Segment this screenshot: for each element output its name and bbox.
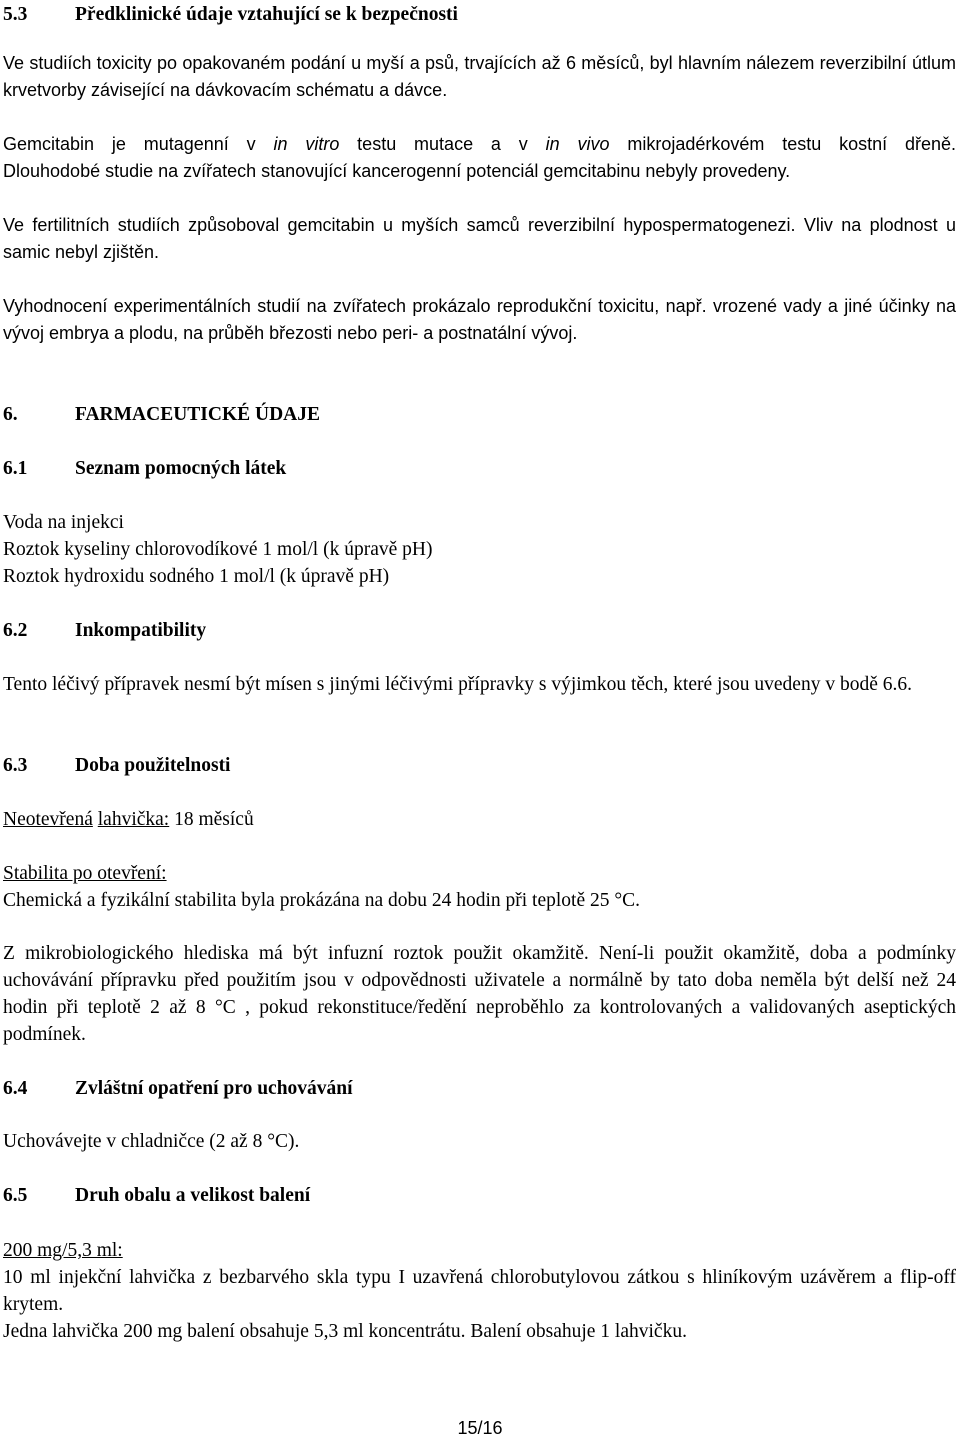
section-number: 6. xyxy=(3,404,18,425)
text-line: Dlouhodobé studie na zvířatech stanovující kancerogenní potenciál gemcitabinu nebyly provedeny. xyxy=(3,161,791,181)
section-title: Zvláštní opatření pro uchovávání xyxy=(75,1078,353,1099)
packaging-text: Jedna lahvička 200 mg balení obsahuje 5,3 ml koncentrátu. Balení obsahuje 1 lahvičku. xyxy=(3,1321,687,1342)
unopened-shelf-life xyxy=(3,806,254,833)
section-title: Předklinické údaje vztahující se k bezpečnosti xyxy=(75,4,458,25)
section-title: Doba použitelnosti xyxy=(75,755,231,776)
text-italic: in vitro xyxy=(273,134,340,154)
section-heading-6-3 xyxy=(3,752,230,779)
paragraph-reproduction: Vyhodnocení experimentálních studií na zvířatech prokázalo reprodukční toxicitu, např. vrozené vady a jiné účinky na vývoj embrya a plodu, na průběh březosti nebo peri- a postnatální vývoj. xyxy=(3,296,956,343)
section-heading-5-3 xyxy=(3,1,458,28)
excipient-list xyxy=(3,509,432,590)
paragraph-fertility: Ve fertilitních studiích způsoboval gemcitabin u myších samců reverzibilní hypospermatogenezi. Vliv na plodnost u samic nebyl zjištěn. xyxy=(3,215,956,262)
section-number: 6.5 xyxy=(3,1185,28,1206)
section-title: FARMACEUTICKÉ ÚDAJE xyxy=(75,404,321,425)
shelf-life-value: 18 měsíců xyxy=(169,809,254,830)
section-heading-6-2 xyxy=(3,617,206,644)
storage-instruction: Uchovávejte v chladničce (2 až 8 °C). xyxy=(3,1131,300,1152)
section-title: Seznam pomocných látek xyxy=(75,458,287,479)
text-run: Gemcitabin je mutagenní v xyxy=(3,134,274,154)
section-number: 6.4 xyxy=(3,1078,28,1099)
underlined-label: Neotevřená xyxy=(3,809,93,830)
packaging-block xyxy=(3,1237,956,1345)
section-heading-6 xyxy=(3,401,320,428)
underlined-label: 200 mg/5,3 ml: xyxy=(3,1240,123,1261)
section-number: 6.3 xyxy=(3,755,28,776)
text-run: testu mutace a v xyxy=(339,134,546,154)
underlined-label: Stabilita po otevření: xyxy=(3,863,167,884)
section-heading-6-4 xyxy=(3,1075,353,1102)
section-heading-6-5 xyxy=(3,1182,310,1209)
section-heading-6-1 xyxy=(3,455,286,482)
underlined-label: lahvička: xyxy=(97,809,170,830)
section-number: 6.2 xyxy=(3,620,28,641)
paragraph-mutagenicity xyxy=(3,131,956,185)
page-number: 15/16 xyxy=(457,1418,503,1438)
section-title: Druh obalu a velikost balení xyxy=(75,1185,311,1206)
section-number: 5.3 xyxy=(3,4,28,25)
opened-stability xyxy=(3,860,640,914)
list-item: Roztok hydroxidu sodného 1 mol/l (k úpravě pH) xyxy=(3,566,390,587)
list-item: Voda na injekci xyxy=(3,512,124,533)
stability-text: Chemická a fyzikální stabilita byla prokázána na dobu 24 hodin při teplotě 25 °C. xyxy=(3,890,641,911)
section-number: 6.1 xyxy=(3,458,28,479)
text-italic: in vivo xyxy=(545,134,610,154)
paragraph-microbiology: Z mikrobiologického hlediska má být infuzní roztok použit okamžitě. Není-li použit okamžitě, doba a podmínky uchovávání přípravku před použitím jsou v odpovědnosti uživatele a normálně by tato doba neměla být delší než 24 hodin při teplotě 2 až 8 °C , pokud rekonstituce/ředění neproběhlo za kontrolovaných a validovaných aseptických podmínek. xyxy=(3,943,956,1045)
section-title: Inkompatibility xyxy=(75,620,207,641)
packaging-text: 10 ml injekční lahvička z bezbarvého skla typu I uzavřená chlorobutylovou zátkou s hliníkovým uzávěrem a flip-off krytem. xyxy=(3,1267,956,1315)
list-item: Roztok kyseliny chlorovodíkové 1 mol/l (k úpravě pH) xyxy=(3,539,433,560)
paragraph-toxicity: Ve studiích toxicity po opakovaném podání u myší a psů, trvajících až 6 měsíců, byl hlavním nálezem reverzibilní útlum krvetvorby závisející na dávkovacím schématu a dávce. xyxy=(3,53,956,100)
text-run: mikrojadérkovém testu kostní dřeně. xyxy=(609,134,956,154)
paragraph-incompatibility: Tento léčivý přípravek nesmí být mísen s jinými léčivými přípravky s výjimkou těch, které jsou uvedeny v bodě 6.6. xyxy=(3,674,912,695)
